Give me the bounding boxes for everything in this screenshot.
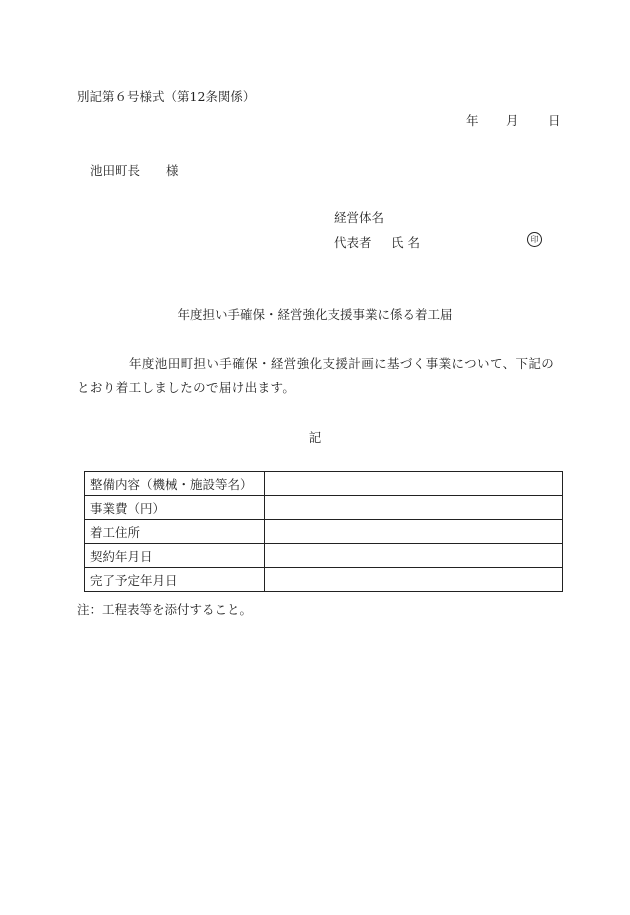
row-label: 整備内容（機械・施設等名） — [85, 472, 265, 496]
addressee-honorific: 様 — [166, 163, 179, 178]
attachment-note: 注：工程表等を添付すること。 — [77, 602, 253, 617]
addressee — [90, 161, 179, 179]
table-row — [85, 520, 563, 544]
date-line — [466, 111, 561, 129]
applicant-entity-label: 経営体名 — [334, 210, 385, 225]
row-value — [265, 472, 563, 496]
row-label: 着工住所 — [85, 520, 265, 544]
ki-heading: 記 — [308, 430, 322, 445]
date-day-label: 日 — [548, 113, 561, 128]
row-value — [265, 496, 563, 520]
row-label: 完了予定年月日 — [85, 568, 265, 592]
items-table — [84, 471, 563, 592]
body-paragraph: 年度池田町担い手確保・経営強化支援計画に基づく事業について、下記のとおり着工しましたので届け出ます。 — [77, 356, 555, 395]
table-row — [85, 544, 563, 568]
table-row — [85, 568, 563, 592]
row-label: 事業費（円） — [85, 496, 265, 520]
date-month-label: 月 — [506, 113, 519, 128]
representative-name-label: 氏 名 — [391, 235, 420, 250]
representative-label: 代表者 — [334, 235, 372, 250]
row-value — [265, 544, 563, 568]
seal-mark: 印 — [527, 232, 542, 247]
row-value — [265, 520, 563, 544]
addressee-name: 池田町長 — [90, 163, 141, 178]
form-number: 別記第６号様式（第12条関係） — [77, 89, 256, 104]
table-row — [85, 472, 563, 496]
document-title: 年度担い手確保・経営強化支援事業に係る着工届 — [177, 307, 453, 322]
table-row — [85, 496, 563, 520]
row-label: 契約年月日 — [85, 544, 265, 568]
date-year-label: 年 — [466, 113, 479, 128]
row-value — [265, 568, 563, 592]
